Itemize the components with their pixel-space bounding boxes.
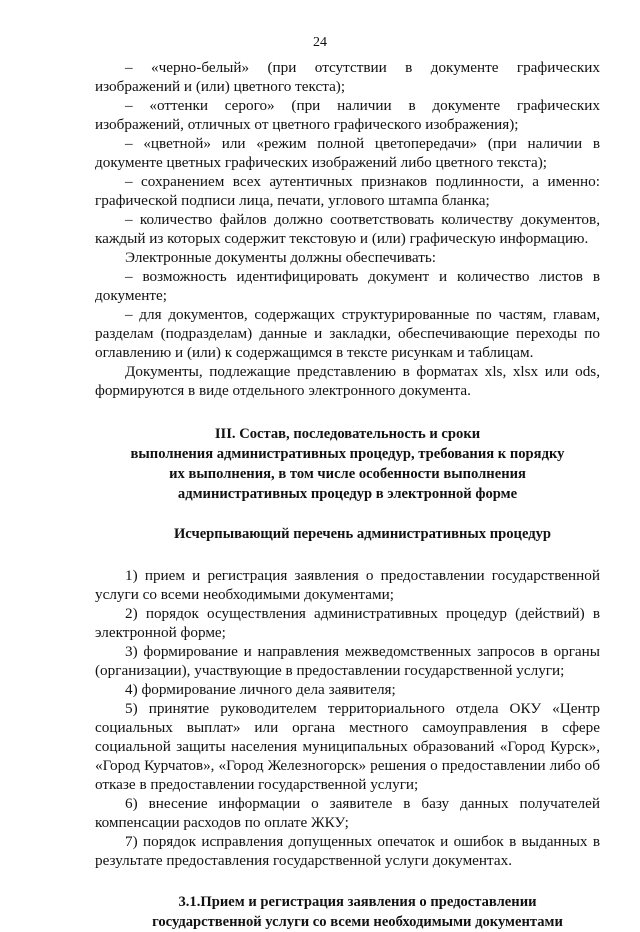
procedures-list [95,566,600,870]
subsection-heading-line: 3.1.Прием и регистрация заявления о предоставлении [178,894,537,910]
section-heading [95,424,600,504]
subsection-heading-line: государственной услуги со всеми необходимыми документами [152,914,563,930]
list-item: 5) принятие руководителем территориального отдела ОКУ «Центр социальных выплат» или органа местного самоуправления в сфере социальной защиты населения муниципальных образований «Город Курск», «Город Курчатов», «Город Железногорск» решения о предоставлении либо об отказе в предоставлении государственной услуги; [95,700,600,793]
list-item: 2) порядок осуществления административных процедур (действий) в электронной форме; [95,605,600,641]
page-content [95,58,600,932]
list-item: – «черно-белый» (при отсутствии в документе графических изображений и (или) цветного текста); [95,59,600,95]
list-item: – «оттенки серого» (при наличии в документе графических изображений, отличных от цветного графического изображения); [95,97,600,133]
formats-paragraph: Документы, подлежащие представлению в форматах xls, xlsx или ods, формируются в виде отдельного электронного документа. [95,363,600,399]
section-heading-line: выполнения административных процедур, требования к порядку [130,446,565,462]
subsection-heading [95,892,600,932]
list-item: – сохранением всех аутентичных признаков подлинности, а именно: графической подписи лица, печати, углового штампа бланка; [95,173,600,209]
section-heading-line: административных процедур в электронной форме [177,486,518,502]
section-heading-line: III. Состав, последовательность и сроки [214,426,481,442]
list-item: – для документов, содержащих структурированные по частям, главам, разделам (подразделам) данные и закладки, обеспечивающие переходы по оглавлению и (или) к содержащимся в тексте рисункам и таблицам. [95,306,600,361]
page-number: 24 [313,35,327,50]
section-heading-line: их выполнения, в том числе особенности выполнения [169,466,526,482]
list-item: – количество файлов должно соответствовать количеству документов, каждый из которых содержит текстовую и (или) графическую информацию. [95,211,600,247]
list-item: 4) формирование личного дела заявителя; [125,681,396,698]
electronic-intro: Электронные документы должны обеспечивать: [125,249,436,266]
list-item: 6) внесение информации о заявителе в базу данных получателей компенсации расходов по оплате ЖКУ; [95,795,600,831]
list-item: 1) прием и регистрация заявления о предоставлении государственной услуги со всеми необходимыми документами; [95,567,600,603]
list-item: 7) порядок исправления допущенных опечаток и ошибок в выданных в результате предоставления государственной услуги документах. [95,833,600,869]
list-item: – возможность идентифицировать документ и количество листов в документе; [95,268,600,304]
list-item: 3) формирование и направления межведомственных запросов в органы (организации), участвующие в предоставлении государственной услуги; [95,643,600,679]
list-item: – «цветной» или «режим полной цветопередачи» (при наличии в документе цветных графических изображений либо цветного текста); [95,135,600,171]
procedures-subheading: Исчерпывающий перечень административных процедур [173,526,552,542]
